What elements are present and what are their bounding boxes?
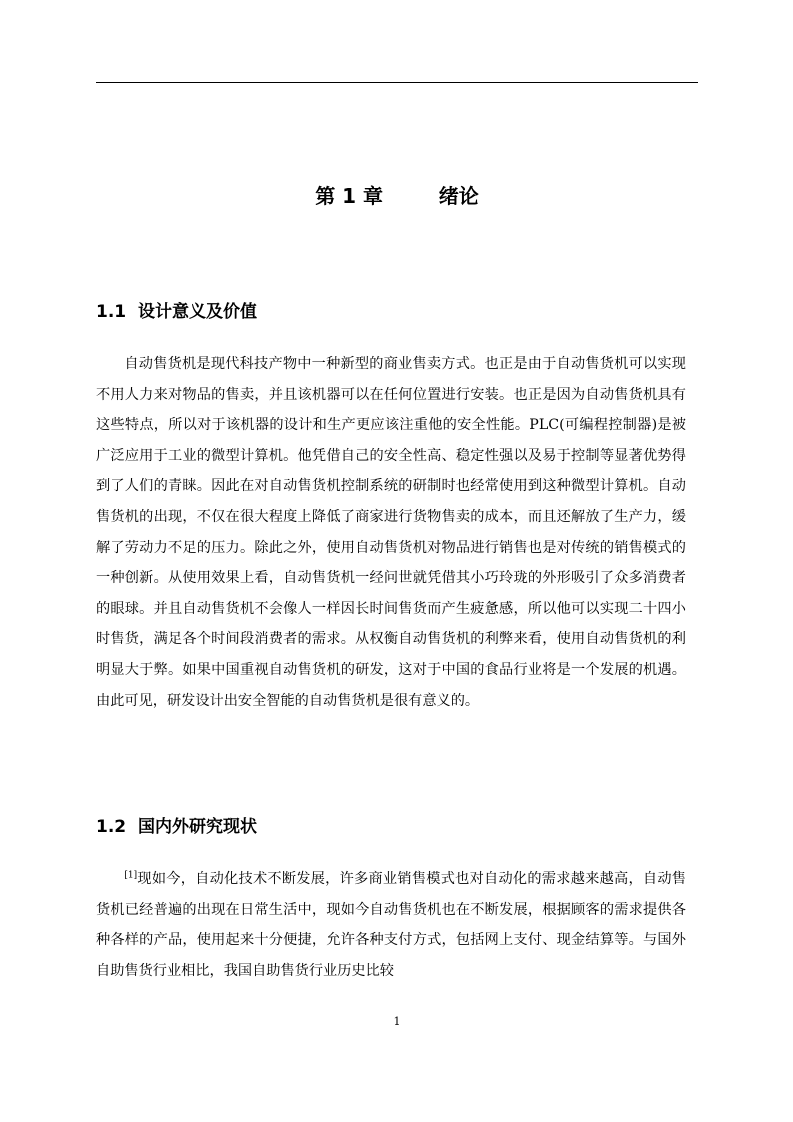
section-1-2-paragraph-text: 现如今，自动化技术不断发展，许多商业销售模式也对自动化的需求越来越高，自动售货机已经普遍的出现在日常生活中，现如今自动售货机也在不断发展，根据顾客的需求提供各种各样的产品，使用起来十分便捷，允许各种支付方式，包括网上支付、现金结算等。与国外自助售货行业相比，我国自助售货行业历史比较 — [96, 871, 686, 979]
citation-reference: [1] — [124, 870, 138, 881]
page-number: 1 — [393, 1015, 401, 1028]
section-heading-1-2: 1.2 国内外研究现状 — [96, 817, 257, 837]
header-rule — [96, 82, 698, 83]
chapter-title: 第 1 章 绪论 — [315, 184, 479, 208]
section-heading-1-1: 1.1 设计意义及价值 — [96, 302, 257, 322]
section-1-1-paragraph: 自动售货机是现代科技产物中一种新型的商业售卖方式。也正是由于自动售货机可以实现不用人力来对物品的售卖，并且该机器可以在任何位置进行安装。也正是因为自动售货机具有这些特点，所以对于该机器的设计和生产更应该注重他的安全性能。PLC(可编程控制器)是被广泛应用于工业的微型计算机。他凭借自己的安全性高、稳定性强以及易于控制等显著优势得到了人们的青睐。因此在对自动售货机控制系统的研制时也经常使用到这种微型计算机。自动售货机的出现，不仅在很大程度上降低了商家进行货物售卖的成本，而且还解放了生产力，缓解了劳动力不足的压力。除此之外，使用自动售货机对物品进行销售也是对传统的销售模式的一种创新。从使用效果上看，自动售货机一经问世就凭借其小巧玲珑的外形吸引了众多消费者的眼球。并且自动售货机不会像人一样因长时间售货而产生疲惫感，所以他可以实现二十四小时售货，满足各个时间段消费者的需求。从权衡自动售货机的利弊来看，使用自动售货机的利明显大于弊。如果中国重视自动售货机的研发，这对于中国的食品行业将是一个发展的机遇。由此可见，研发设计出安全智能的自动售货机是很有意义的。 — [96, 356, 686, 709]
section-1-2-paragraph — [96, 864, 686, 986]
